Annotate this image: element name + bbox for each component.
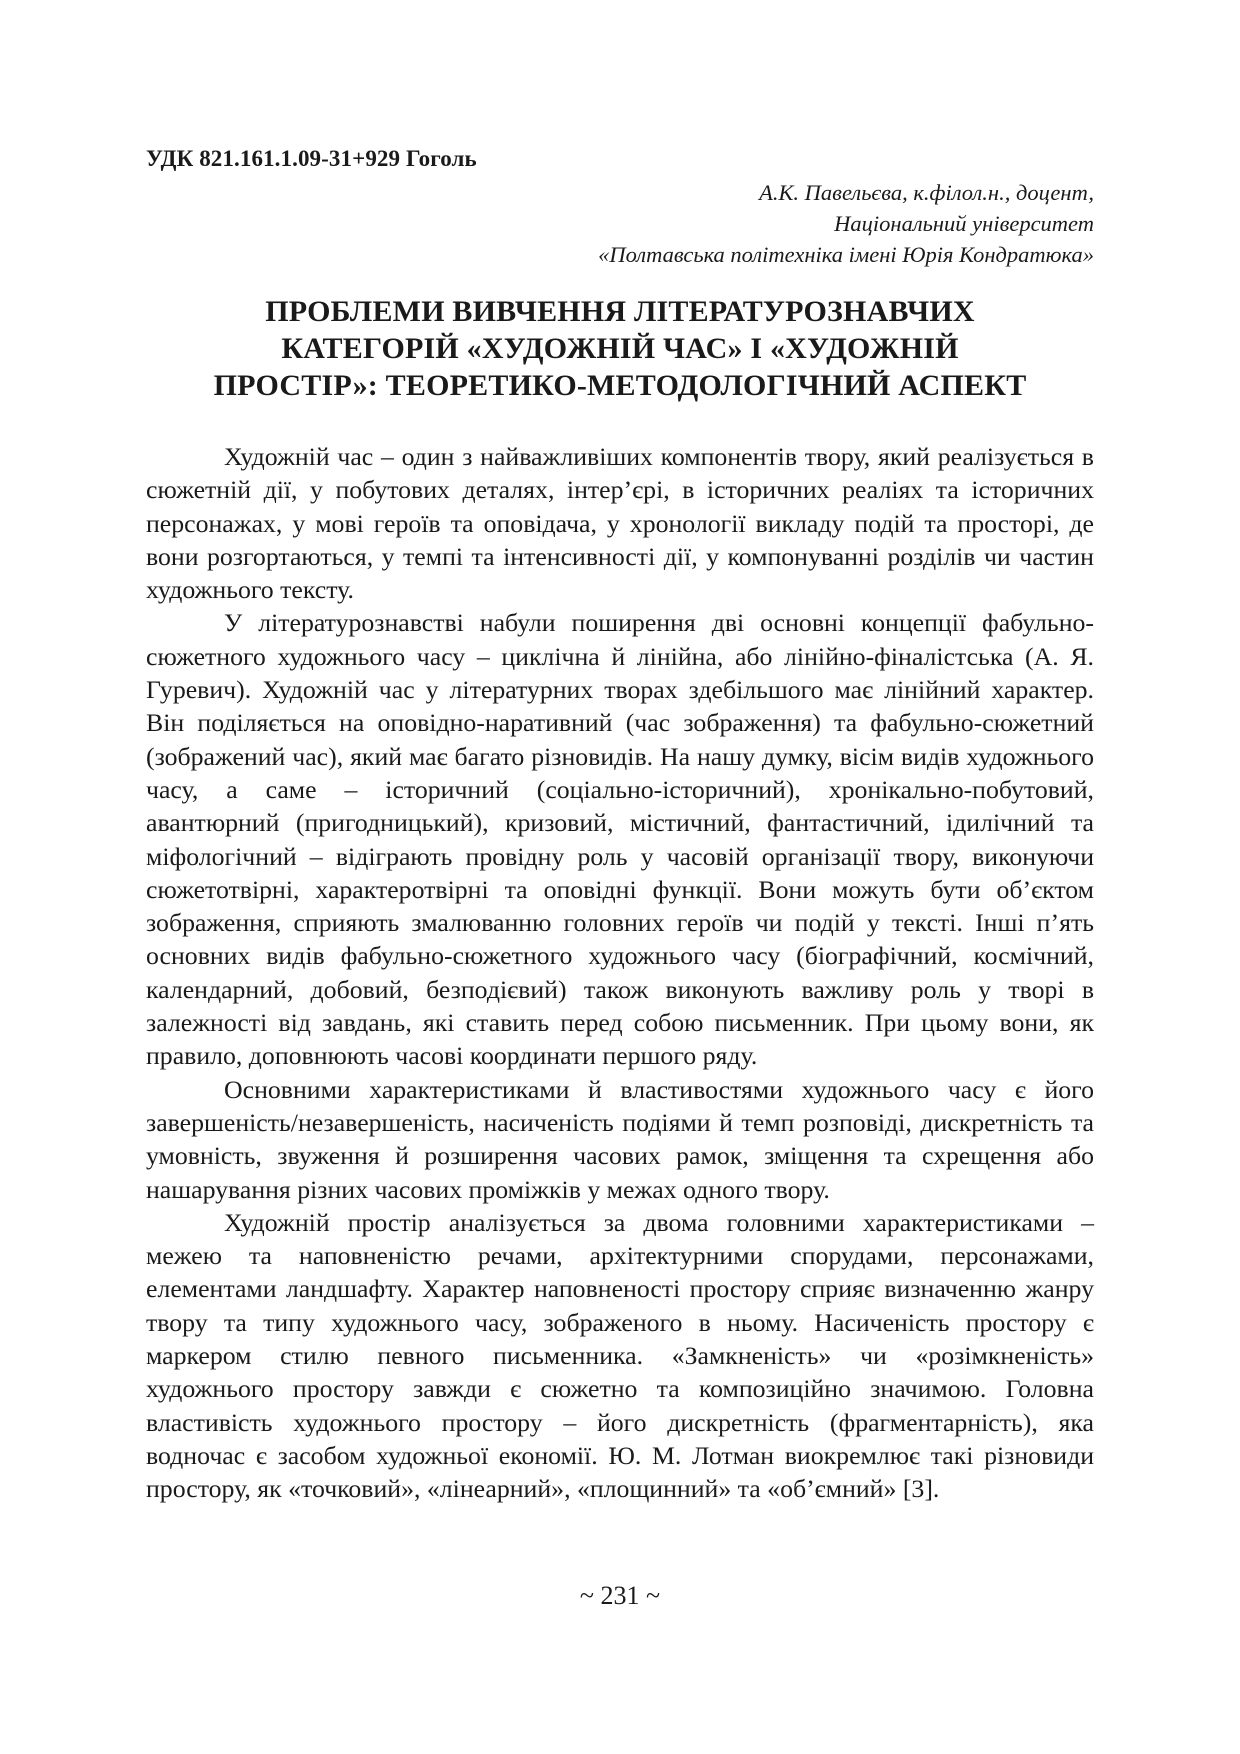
university-name-line: «Полтавська політехніка імені Юрія Кондратюка»	[598, 242, 1094, 267]
udc-code: УДК 821.161.1.09-31+929 Гоголь	[146, 146, 477, 171]
paragraph: У літературознавстві набули поширення дві основні концепції фабульно-сюжетного художнього часу – циклічна й лінійна, або лінійно-фіналістська (А. Я. Гуревич). Художній час у літературних творах здебільшого має лінійний характер. Він поділяється на оповідно-наративний (час зображення) та фабульно-сюжетний (зображений час), який має багато різновидів. На нашу думку, вісім видів художнього часу, а саме – історичний (соціально-історичний), хронікально-побутовий, авантюрний (пригодницький), кризовий, містичний, фантастичний, ідилічний та міфологічний – відіграють провідну роль у часовій організації твору, виконуючи сюжетотвірні, характеротвірні та оповідні функції. Вони можуть бути об’єктом зображення, сприяють змалюванню головних героїв чи подій у тексті. Інші п’ять основних видів фабульно-сюжетного художнього часу (біографічний, космічний, календарний, добовий, безподієвий) також виконують важливу роль у творі в залежності від завдань, які ставить перед собою письменник. При цьому вони, як правило, доповнюють часові координати першого ряду.	[146, 608, 1094, 1071]
paragraph: Основними характеристиками й властивостями художнього часу є його завершеність/незавершеність, насиченість подіями й темп розповіді, дискретність та умовність, звуження й розширення часових рамок, зміщення та схрещення або нашарування різних часових проміжків у межах одного твору.	[146, 1074, 1094, 1204]
article-title	[146, 293, 1094, 404]
title-line-2: КАТЕГОРІЙ «ХУДОЖНІЙ ЧАС» І «ХУДОЖНІЙ	[281, 332, 959, 365]
university-line: Національний університет	[834, 211, 1094, 236]
paragraph: Художній час – один з найважливіших компонентів твору, який реалізується в сюжетній дії, у побутових деталях, інтер’єрі, в історичних реаліях та історичних персонажах, у мові героїв та оповідача, у хронології викладу подій та просторі, де вони розгортаються, у темпі та інтенсивності дії, у компонуванні розділів чи частин художнього тексту.	[146, 442, 1094, 605]
title-line-3: ПРОСТІР»: ТЕОРЕТИКО-МЕТОДОЛОГІЧНИЙ АСПЕКТ	[213, 369, 1027, 402]
page-number: ~ 231 ~	[579, 1581, 661, 1610]
article-body	[146, 440, 1094, 1506]
author-name-line: А.К. Павельєва, к.філол.н., доцент,	[759, 180, 1094, 205]
paragraph: Художній простір аналізується за двома головними характеристиками – межею та наповненістю речами, архітектурними спорудами, персонажами, елементами ландшафту. Характер наповненості простору сприяє визначенню жанру твору та типу художнього часу, зображеного в ньому. Насиченість простору є маркером стилю певного письменника. «Замкненість» чи «розімкненість» художнього простору завжди є сюжетно та композиційно значимою. Головна властивість художнього простору – його дискретність (фрагментарність), яка водночас є засобом художньої економії. Ю. М. Лотман виокремлює такі різновиди простору, як «точковий», «лінеарний», «площинний» та «об’ємний» [3].	[146, 1207, 1094, 1504]
author-affiliation	[598, 177, 1094, 270]
title-line-1: ПРОБЛЕМИ ВИВЧЕННЯ ЛІТЕРАТУРОЗНАВЧИХ	[265, 295, 975, 328]
